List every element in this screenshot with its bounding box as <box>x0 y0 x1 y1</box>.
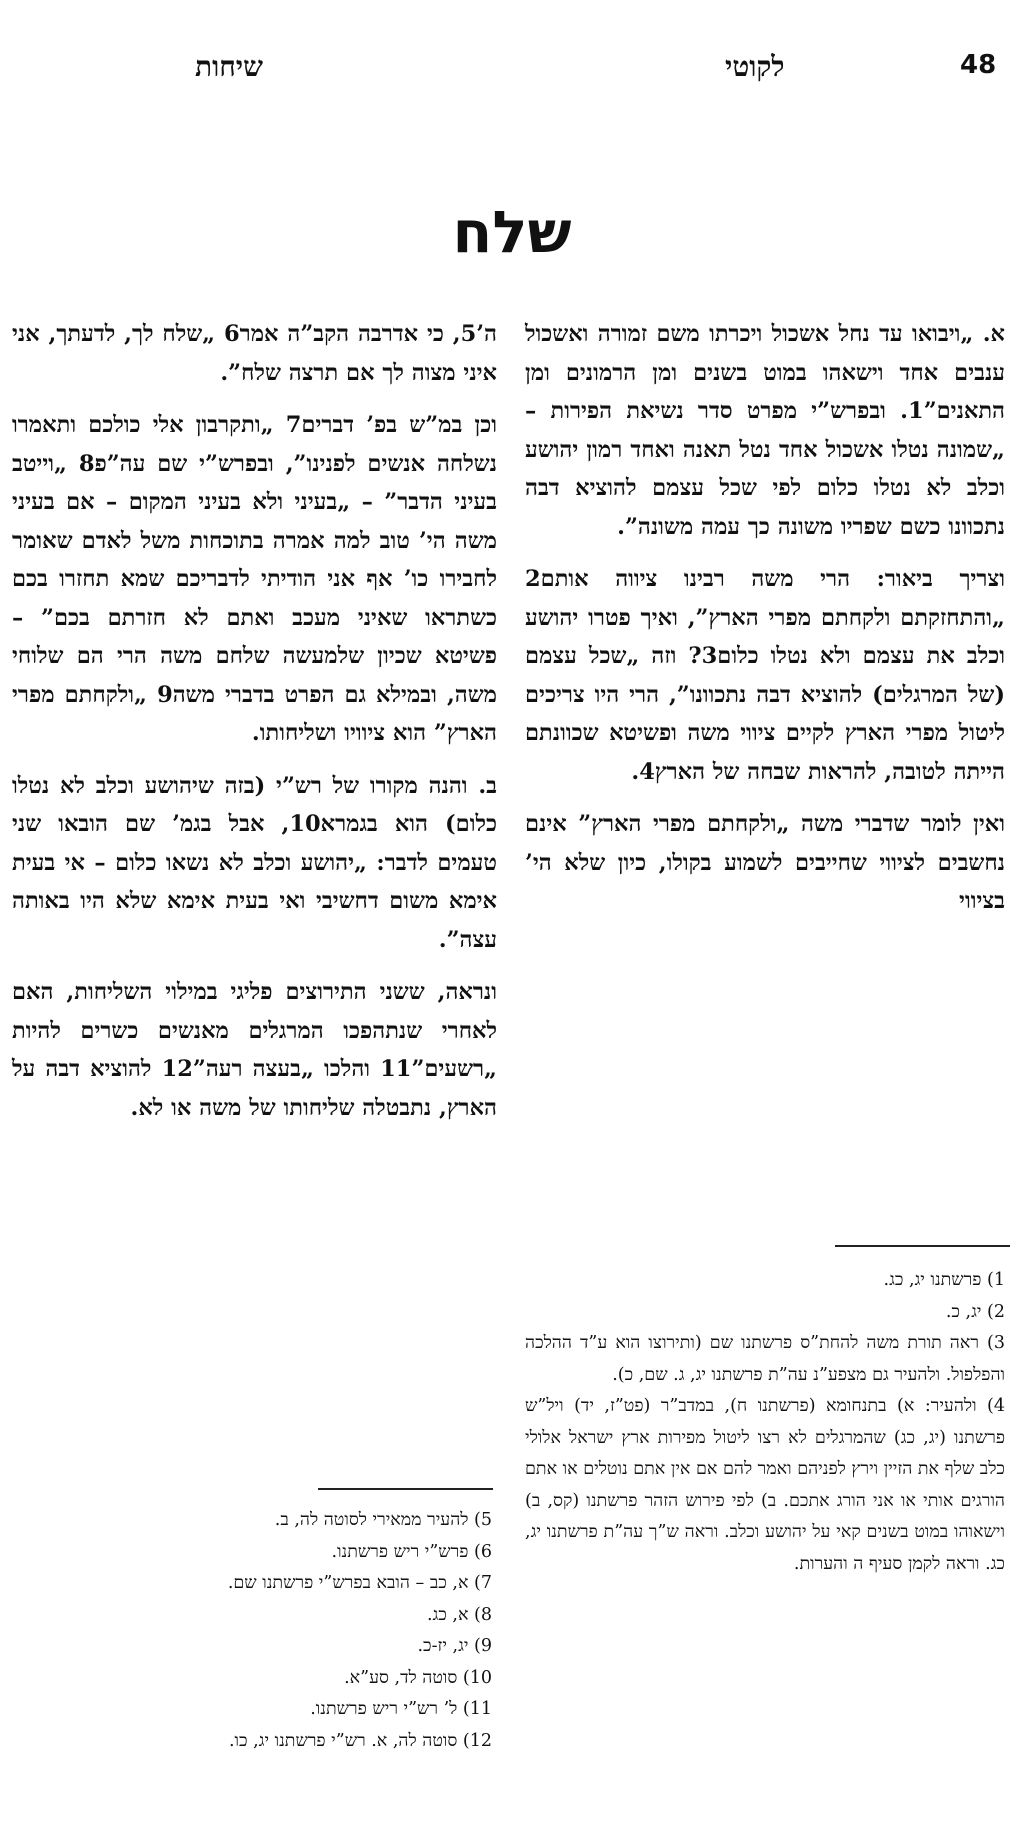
footnote: 4) ולהעיר: א) בתנחומא (פרשתנו ח), במדב”ר (פט”ז, יד) ויל”ש פרשתנו (יג, כג) שהמרגלים לא רצו ליטול מפירות ארץ ישראל אלולי כלב שלף את הזיין וירץ לפניהם ואמר להם אם אין אתם נוטלים או אתם הורגים אותי או אני הורג אתכם. ב) לפי פירוש הזהר פרשתנו (קס, ב) וישאוהו במוט בשנים קאי על יהושע וכלב. וראה ש”ך עה”ת פרשתנו יג, כג. וראה לקמן סעיף ה והערות. <box>525 1396 1005 1574</box>
footnotes-right <box>525 1265 1005 1580</box>
footnote-divider <box>835 1245 1010 1247</box>
paragraph: ב. והנה מקורו של רש”י (בזה שיהושע וכלב לא נטלו כלום) הוא בגמרא10, אבל בגמ’ שם הובאו שני טעמים לדבר: „יהושע וכלב לא נשאו כלום – אי בעית אימא משום דחשיבי ואי בעית אימא שלא היו באותה עצה”. <box>12 772 498 953</box>
footnote: 1) פרשתנו יג, כג. <box>883 1270 1005 1290</box>
paragraph: ונראה, ששני התירוצים פליגי במילוי השליחות, האם לאחרי שנתהפכו המרגלים מאנשים כשרים להיות „רשעים”11 והלכו „בעצה רעה”12 להוציא דבה על הארץ, נתבטלה שליחותו של משה או לא. <box>12 979 497 1121</box>
paragraph: וכן במ”ש בפ’ דברים7 „ותקרבון אלי כולכם ותאמרו נשלחה אנשים לפנינו”, ובפרש”י שם עה”פ8 „וייטב בעיני הדבר” – „בעיני ולא בעיני המקום – אם בעיני משה הי’ טוב למה אמרה בתוכחות משל לאדם שאומר לחבירו כו’ אף אני הודיתי לדבריכם שמא תחזרו בכם כשתראו שאיני מעכב ואתם לא חזרתם בכם” – פשיטא שכיון שלמעשה שלחם משה הרי הם שלוחי משה, ובמילא גם הפרט בדברי משה9 „ולקחתם מפרי הארץ” הוא ציוויו ושליחותו. <box>12 412 497 746</box>
running-title-right: לקוטי <box>725 50 785 83</box>
paragraph: ואין לומר שדברי משה „ולקחתם מפרי הארץ” אינם נחשבים לציווי שחייבים לשמוע בקולו, כיון שלא הי’ בציווי <box>525 811 1005 914</box>
section-title: שלח <box>452 198 572 266</box>
footnote-divider <box>318 1488 493 1490</box>
running-header <box>0 50 1024 100</box>
right-column <box>525 315 1005 935</box>
paragraph: וצריך ביאור: הרי משה רבינו ציווה אותם2 „והתחזקתם ולקחתם מפרי הארץ”, ואיך פטרו יהושע וכלב את עצמם ולא נטלו כלום3? וזה „שכל עצמם (של המרגלים) להוציא דבה נתכוונו”, הרי היו צריכים ליטול מפרי הארץ לקיים ציווי משה ופשיטא שכוונתם הייתה לטובה, להראות שבחה של הארץ4. <box>525 566 1005 785</box>
footnote: 5) להעיר ממאירי לסוטה לה, ב. <box>274 1510 492 1530</box>
footnote: 8) א, כג. <box>426 1604 492 1625</box>
footnote: 2) יג, כ. <box>945 1301 1005 1322</box>
footnote: 10) סוטה לד, סע”א. <box>344 1667 492 1688</box>
footnote: 7) א, כב – הובא בפרש”י פרשתנו שם. <box>227 1573 492 1593</box>
running-title-left: שיחות <box>195 50 263 83</box>
left-column <box>12 315 497 1141</box>
footnote: 6) פרש”י ריש פרשתנו. <box>331 1541 492 1562</box>
footnote: 3) ראה תורת משה להחת”ס פרשתנו שם (ותירוצו הוא ע”ד ההלכה והפלפול. ולהעיר גם מצפע”נ עה”ת פרשתנו יג, ג. שם, כ). <box>525 1333 1005 1385</box>
footnotes-left <box>12 1505 492 1757</box>
paragraph: ה’5, כי אדרבה הקב”ה אמר6 „שלח לך, לדעתך, אני איני מצוה לך אם תרצה שלח”. <box>12 321 497 386</box>
footnote: 9) יג, יז-כ. <box>417 1636 492 1656</box>
footnote: 12) סוטה לה, א. רש”י פרשתנו יג, כו. <box>228 1730 492 1751</box>
paragraph: א. „ויבואו עד נחל אשכול ויכרתו משם זמורה ואשכול ענבים אחד וישאהו במוט בשנים ומן הרמונים ומן התאנים”1. ובפרש”י מפרט סדר נשיאת הפירות – „שמונה נטלו אשכול אחד נטל תאנה ואחד רמון יהושע וכלב לא נטלו כלום לפי שכל עצמם להוציא דבה נתכוונו כשם שפריו משונה כך עמה משונה”. <box>525 321 1005 540</box>
footnote: 11) ל’ רש”י ריש פרשתנו. <box>310 1699 492 1719</box>
page-number: 48 <box>960 50 997 80</box>
